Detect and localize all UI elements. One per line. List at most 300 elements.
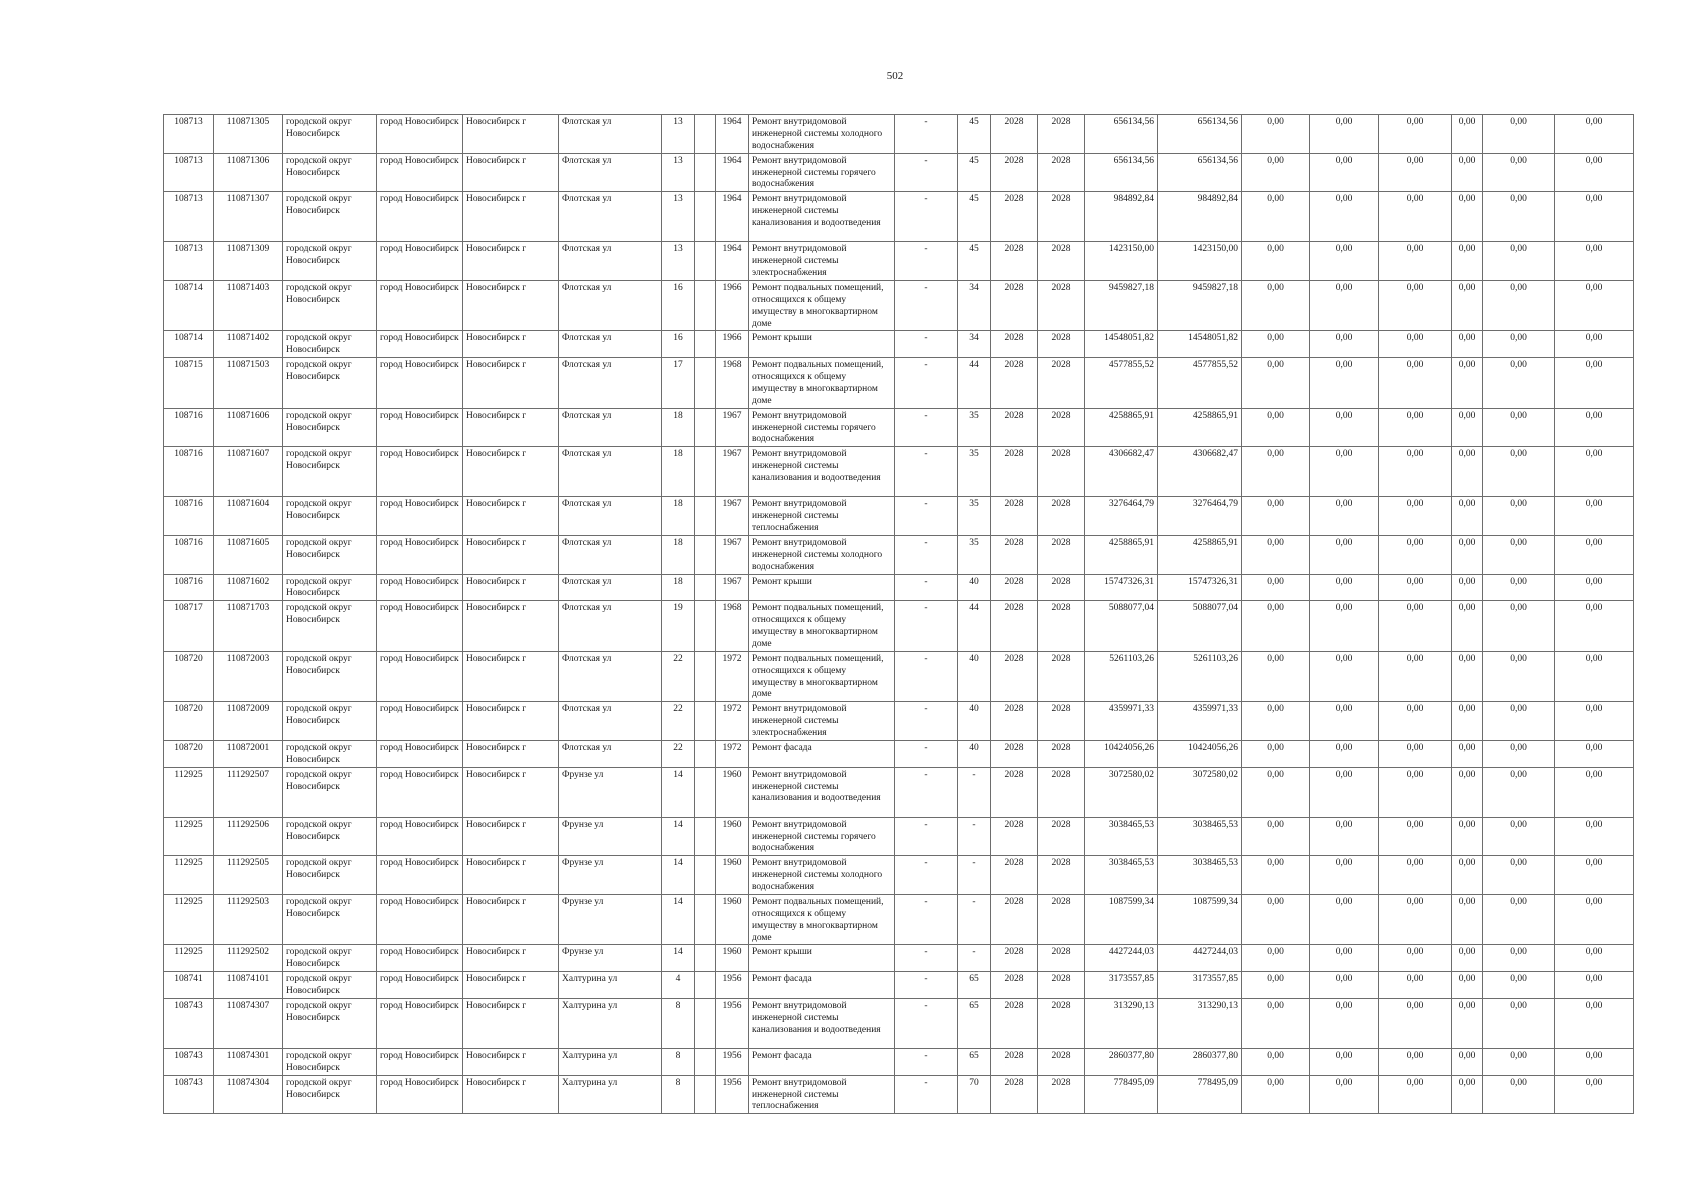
cell-house-number: 16 <box>662 331 695 358</box>
cell-value-2: 0,00 <box>1310 601 1379 652</box>
cell-wear-percent: 35 <box>958 535 991 574</box>
cell-value-1: 0,00 <box>1242 192 1310 242</box>
cell-city: Новосибирск г <box>463 702 559 741</box>
cell-house-number: 14 <box>662 945 695 972</box>
cell-build-year: 1960 <box>716 767 749 817</box>
cell-value-2: 0,00 <box>1310 153 1379 192</box>
cell-plan-year-from: 2028 <box>991 497 1038 536</box>
cell-work-code: 110871605 <box>214 535 283 574</box>
cell-cost-fund: 1087599,34 <box>1158 894 1242 945</box>
cell-district: городской округ Новосибирск <box>283 856 377 895</box>
table-row <box>164 945 1634 972</box>
cell-flag: - <box>895 280 958 331</box>
cell-value-4: 0,00 <box>1452 408 1483 447</box>
cell-flag: - <box>895 408 958 447</box>
cell-work-code: 110874304 <box>214 1075 283 1114</box>
cell-value-3: 0,00 <box>1379 1048 1452 1075</box>
cell-street: Флотская ул <box>559 115 662 154</box>
cell-wear-percent: 65 <box>958 1048 991 1075</box>
cell-value-5: 0,00 <box>1483 601 1555 652</box>
cell-value-5: 0,00 <box>1483 972 1555 999</box>
cell-street: Халтурина ул <box>559 1075 662 1114</box>
cell-cost-total: 778495,09 <box>1085 1075 1158 1114</box>
cell-work-code: 111292502 <box>214 945 283 972</box>
cell-flag: - <box>895 894 958 945</box>
cell-work-type: Ремонт внутридомовой инженерной системы теплоснабжения <box>749 1075 895 1114</box>
cell-value-6: 0,00 <box>1555 998 1634 1048</box>
cell-value-2: 0,00 <box>1310 945 1379 972</box>
cell-value-6: 0,00 <box>1555 358 1634 409</box>
cell-settlement: город Новосибирск <box>377 1048 463 1075</box>
cell-build-year: 1968 <box>716 601 749 652</box>
cell-value-5: 0,00 <box>1483 998 1555 1048</box>
cell-value-3: 0,00 <box>1379 767 1452 817</box>
cell-settlement: город Новосибирск <box>377 447 463 497</box>
table-row <box>164 447 1634 497</box>
cell-cost-fund: 778495,09 <box>1158 1075 1242 1114</box>
cell-plan-year-from: 2028 <box>991 242 1038 281</box>
cell-work-code: 110874307 <box>214 998 283 1048</box>
cell-row-id: 108743 <box>164 1075 214 1114</box>
cell-city: Новосибирск г <box>463 972 559 999</box>
cell-wear-percent: 40 <box>958 702 991 741</box>
cell-value-1: 0,00 <box>1242 1075 1310 1114</box>
cell-street: Фрунзе ул <box>559 894 662 945</box>
cell-row-id: 112925 <box>164 856 214 895</box>
cell-plan-year-to: 2028 <box>1038 998 1085 1048</box>
cell-settlement: город Новосибирск <box>377 408 463 447</box>
table-row <box>164 242 1634 281</box>
cell-flag: - <box>895 702 958 741</box>
cell-flag: - <box>895 817 958 856</box>
cell-work-code: 110871402 <box>214 331 283 358</box>
cell-work-code: 110871604 <box>214 497 283 536</box>
cell-street: Флотская ул <box>559 153 662 192</box>
cell-settlement: город Новосибирск <box>377 331 463 358</box>
cell-house-number: 18 <box>662 574 695 601</box>
cell-settlement: город Новосибирск <box>377 767 463 817</box>
cell-row-id: 108720 <box>164 651 214 702</box>
cell-plan-year-to: 2028 <box>1038 358 1085 409</box>
table-row <box>164 574 1634 601</box>
cell-flag: - <box>895 535 958 574</box>
cell-plan-year-from: 2028 <box>991 331 1038 358</box>
cell-value-1: 0,00 <box>1242 601 1310 652</box>
cell-plan-year-from: 2028 <box>991 702 1038 741</box>
cell-house-number: 18 <box>662 497 695 536</box>
cell-wear-percent: 35 <box>958 408 991 447</box>
cell-settlement: город Новосибирск <box>377 651 463 702</box>
cell-plan-year-to: 2028 <box>1038 817 1085 856</box>
cell-city: Новосибирск г <box>463 767 559 817</box>
cell-district: городской округ Новосибирск <box>283 574 377 601</box>
cell-street: Фрунзе ул <box>559 817 662 856</box>
cell-city: Новосибирск г <box>463 651 559 702</box>
table-row <box>164 408 1634 447</box>
repair-register-table <box>163 114 1634 1114</box>
cell-build-year: 1964 <box>716 115 749 154</box>
cell-row-id: 108720 <box>164 702 214 741</box>
cell-value-2: 0,00 <box>1310 574 1379 601</box>
cell-value-4: 0,00 <box>1452 153 1483 192</box>
cell-value-2: 0,00 <box>1310 1075 1379 1114</box>
cell-building-block <box>695 192 716 242</box>
cell-value-4: 0,00 <box>1452 972 1483 999</box>
cell-street: Флотская ул <box>559 740 662 767</box>
cell-value-5: 0,00 <box>1483 945 1555 972</box>
cell-value-2: 0,00 <box>1310 767 1379 817</box>
table-row <box>164 740 1634 767</box>
cell-value-3: 0,00 <box>1379 894 1452 945</box>
cell-value-2: 0,00 <box>1310 894 1379 945</box>
cell-wear-percent: 45 <box>958 242 991 281</box>
cell-row-id: 108715 <box>164 358 214 409</box>
cell-build-year: 1967 <box>716 574 749 601</box>
cell-district: городской округ Новосибирск <box>283 408 377 447</box>
cell-building-block <box>695 242 716 281</box>
cell-street: Халтурина ул <box>559 998 662 1048</box>
cell-cost-total: 1087599,34 <box>1085 894 1158 945</box>
cell-plan-year-to: 2028 <box>1038 115 1085 154</box>
cell-district: городской округ Новосибирск <box>283 702 377 741</box>
cell-value-3: 0,00 <box>1379 331 1452 358</box>
cell-city: Новосибирск г <box>463 447 559 497</box>
cell-city: Новосибирск г <box>463 280 559 331</box>
cell-cost-fund: 4359971,33 <box>1158 702 1242 741</box>
cell-settlement: город Новосибирск <box>377 358 463 409</box>
cell-value-3: 0,00 <box>1379 358 1452 409</box>
cell-work-code: 110871305 <box>214 115 283 154</box>
cell-value-2: 0,00 <box>1310 358 1379 409</box>
cell-plan-year-to: 2028 <box>1038 408 1085 447</box>
cell-value-1: 0,00 <box>1242 817 1310 856</box>
cell-wear-percent: 45 <box>958 153 991 192</box>
cell-value-4: 0,00 <box>1452 601 1483 652</box>
cell-building-block <box>695 601 716 652</box>
cell-street: Халтурина ул <box>559 1048 662 1075</box>
cell-cost-fund: 1423150,00 <box>1158 242 1242 281</box>
cell-district: городской округ Новосибирск <box>283 998 377 1048</box>
cell-work-type: Ремонт внутридомовой инженерной системы горячего водоснабжения <box>749 153 895 192</box>
table-row <box>164 535 1634 574</box>
cell-cost-fund: 3173557,85 <box>1158 972 1242 999</box>
cell-settlement: город Новосибирск <box>377 535 463 574</box>
cell-value-3: 0,00 <box>1379 972 1452 999</box>
table-row <box>164 998 1634 1048</box>
cell-value-2: 0,00 <box>1310 972 1379 999</box>
cell-street: Флотская ул <box>559 497 662 536</box>
cell-cost-total: 9459827,18 <box>1085 280 1158 331</box>
cell-work-type: Ремонт фасада <box>749 972 895 999</box>
cell-house-number: 14 <box>662 856 695 895</box>
cell-build-year: 1960 <box>716 856 749 895</box>
cell-settlement: город Новосибирск <box>377 740 463 767</box>
cell-building-block <box>695 740 716 767</box>
cell-cost-total: 4306682,47 <box>1085 447 1158 497</box>
cell-cost-total: 4359971,33 <box>1085 702 1158 741</box>
cell-value-3: 0,00 <box>1379 702 1452 741</box>
cell-value-6: 0,00 <box>1555 497 1634 536</box>
cell-work-type: Ремонт внутридомовой инженерной системы канализования и водоотведения <box>749 192 895 242</box>
cell-wear-percent: 44 <box>958 358 991 409</box>
cell-work-code: 110871606 <box>214 408 283 447</box>
cell-value-2: 0,00 <box>1310 535 1379 574</box>
cell-value-6: 0,00 <box>1555 408 1634 447</box>
cell-value-5: 0,00 <box>1483 651 1555 702</box>
cell-value-4: 0,00 <box>1452 574 1483 601</box>
cell-city: Новосибирск г <box>463 192 559 242</box>
cell-building-block <box>695 894 716 945</box>
cell-work-code: 110871309 <box>214 242 283 281</box>
cell-value-1: 0,00 <box>1242 447 1310 497</box>
cell-build-year: 1966 <box>716 331 749 358</box>
cell-flag: - <box>895 601 958 652</box>
cell-value-4: 0,00 <box>1452 1048 1483 1075</box>
cell-value-5: 0,00 <box>1483 497 1555 536</box>
cell-wear-percent: 34 <box>958 280 991 331</box>
cell-value-2: 0,00 <box>1310 280 1379 331</box>
cell-plan-year-to: 2028 <box>1038 153 1085 192</box>
cell-value-1: 0,00 <box>1242 740 1310 767</box>
cell-value-5: 0,00 <box>1483 1048 1555 1075</box>
table-row <box>164 153 1634 192</box>
cell-row-id: 112925 <box>164 817 214 856</box>
cell-flag: - <box>895 972 958 999</box>
cell-value-6: 0,00 <box>1555 153 1634 192</box>
cell-plan-year-from: 2028 <box>991 1048 1038 1075</box>
cell-cost-fund: 4427244,03 <box>1158 945 1242 972</box>
cell-cost-fund: 5261103,26 <box>1158 651 1242 702</box>
table-row <box>164 651 1634 702</box>
cell-value-4: 0,00 <box>1452 945 1483 972</box>
cell-district: городской округ Новосибирск <box>283 972 377 999</box>
cell-plan-year-to: 2028 <box>1038 651 1085 702</box>
cell-build-year: 1960 <box>716 945 749 972</box>
cell-plan-year-from: 2028 <box>991 856 1038 895</box>
cell-work-code: 110874101 <box>214 972 283 999</box>
cell-street: Флотская ул <box>559 601 662 652</box>
cell-building-block <box>695 651 716 702</box>
cell-cost-fund: 4577855,52 <box>1158 358 1242 409</box>
cell-settlement: город Новосибирск <box>377 894 463 945</box>
cell-wear-percent: 45 <box>958 192 991 242</box>
cell-street: Флотская ул <box>559 280 662 331</box>
cell-value-6: 0,00 <box>1555 242 1634 281</box>
cell-value-6: 0,00 <box>1555 192 1634 242</box>
cell-plan-year-from: 2028 <box>991 447 1038 497</box>
cell-value-5: 0,00 <box>1483 856 1555 895</box>
cell-value-3: 0,00 <box>1379 242 1452 281</box>
cell-plan-year-from: 2028 <box>991 651 1038 702</box>
cell-work-code: 110872001 <box>214 740 283 767</box>
cell-value-5: 0,00 <box>1483 767 1555 817</box>
cell-cost-fund: 656134,56 <box>1158 115 1242 154</box>
cell-street: Флотская ул <box>559 447 662 497</box>
cell-plan-year-to: 2028 <box>1038 856 1085 895</box>
cell-value-2: 0,00 <box>1310 740 1379 767</box>
cell-row-id: 112925 <box>164 945 214 972</box>
cell-district: городской округ Новосибирск <box>283 1048 377 1075</box>
cell-district: городской округ Новосибирск <box>283 115 377 154</box>
cell-wear-percent: - <box>958 767 991 817</box>
cell-settlement: город Новосибирск <box>377 702 463 741</box>
cell-value-4: 0,00 <box>1452 894 1483 945</box>
cell-build-year: 1972 <box>716 651 749 702</box>
cell-district: городской округ Новосибирск <box>283 192 377 242</box>
cell-value-5: 0,00 <box>1483 447 1555 497</box>
cell-value-2: 0,00 <box>1310 998 1379 1048</box>
cell-city: Новосибирск г <box>463 601 559 652</box>
cell-house-number: 14 <box>662 767 695 817</box>
cell-row-id: 112925 <box>164 767 214 817</box>
cell-city: Новосибирск г <box>463 894 559 945</box>
cell-value-5: 0,00 <box>1483 115 1555 154</box>
cell-plan-year-to: 2028 <box>1038 740 1085 767</box>
table-row <box>164 601 1634 652</box>
cell-work-type: Ремонт внутридомовой инженерной системы холодного водоснабжения <box>749 115 895 154</box>
cell-value-5: 0,00 <box>1483 574 1555 601</box>
cell-district: городской округ Новосибирск <box>283 358 377 409</box>
cell-city: Новосибирск г <box>463 358 559 409</box>
cell-value-2: 0,00 <box>1310 408 1379 447</box>
cell-city: Новосибирск г <box>463 574 559 601</box>
cell-row-id: 108717 <box>164 601 214 652</box>
cell-building-block <box>695 153 716 192</box>
cell-cost-total: 3038465,53 <box>1085 817 1158 856</box>
cell-row-id: 108714 <box>164 331 214 358</box>
cell-cost-total: 4258865,91 <box>1085 535 1158 574</box>
cell-value-2: 0,00 <box>1310 651 1379 702</box>
cell-work-code: 111292503 <box>214 894 283 945</box>
cell-city: Новосибирск г <box>463 1048 559 1075</box>
cell-build-year: 1972 <box>716 702 749 741</box>
cell-house-number: 4 <box>662 972 695 999</box>
cell-street: Флотская ул <box>559 192 662 242</box>
cell-plan-year-to: 2028 <box>1038 945 1085 972</box>
cell-row-id: 108714 <box>164 280 214 331</box>
cell-city: Новосибирск г <box>463 331 559 358</box>
cell-building-block <box>695 280 716 331</box>
cell-flag: - <box>895 767 958 817</box>
cell-flag: - <box>895 856 958 895</box>
cell-row-id: 108716 <box>164 574 214 601</box>
cell-value-2: 0,00 <box>1310 856 1379 895</box>
cell-settlement: город Новосибирск <box>377 242 463 281</box>
cell-settlement: город Новосибирск <box>377 998 463 1048</box>
cell-work-code: 110871307 <box>214 192 283 242</box>
cell-value-1: 0,00 <box>1242 358 1310 409</box>
cell-house-number: 18 <box>662 535 695 574</box>
cell-row-id: 108716 <box>164 447 214 497</box>
cell-value-3: 0,00 <box>1379 945 1452 972</box>
cell-work-type: Ремонт подвальных помещений, относящихся к общему имуществу в многоквартирном доме <box>749 894 895 945</box>
cell-wear-percent: - <box>958 817 991 856</box>
cell-value-4: 0,00 <box>1452 702 1483 741</box>
cell-build-year: 1964 <box>716 242 749 281</box>
cell-work-type: Ремонт подвальных помещений, относящихся к общему имуществу в многоквартирном доме <box>749 280 895 331</box>
cell-value-5: 0,00 <box>1483 894 1555 945</box>
cell-plan-year-to: 2028 <box>1038 242 1085 281</box>
cell-plan-year-to: 2028 <box>1038 601 1085 652</box>
cell-value-2: 0,00 <box>1310 447 1379 497</box>
cell-value-5: 0,00 <box>1483 192 1555 242</box>
cell-plan-year-from: 2028 <box>991 998 1038 1048</box>
cell-value-1: 0,00 <box>1242 280 1310 331</box>
cell-wear-percent: 45 <box>958 115 991 154</box>
cell-build-year: 1960 <box>716 817 749 856</box>
cell-value-4: 0,00 <box>1452 497 1483 536</box>
cell-wear-percent: 44 <box>958 601 991 652</box>
table-row <box>164 856 1634 895</box>
cell-city: Новосибирск г <box>463 242 559 281</box>
cell-plan-year-from: 2028 <box>991 574 1038 601</box>
cell-cost-total: 2860377,80 <box>1085 1048 1158 1075</box>
cell-building-block <box>695 856 716 895</box>
cell-value-3: 0,00 <box>1379 535 1452 574</box>
cell-house-number: 19 <box>662 601 695 652</box>
cell-house-number: 14 <box>662 894 695 945</box>
cell-flag: - <box>895 497 958 536</box>
cell-row-id: 108743 <box>164 1048 214 1075</box>
cell-flag: - <box>895 242 958 281</box>
cell-wear-percent: 34 <box>958 331 991 358</box>
cell-wear-percent: - <box>958 945 991 972</box>
cell-value-1: 0,00 <box>1242 972 1310 999</box>
cell-value-4: 0,00 <box>1452 447 1483 497</box>
cell-flag: - <box>895 447 958 497</box>
cell-plan-year-to: 2028 <box>1038 1048 1085 1075</box>
cell-plan-year-from: 2028 <box>991 817 1038 856</box>
cell-building-block <box>695 447 716 497</box>
cell-street: Фрунзе ул <box>559 856 662 895</box>
cell-work-type: Ремонт подвальных помещений, относящихся к общему имуществу в многоквартирном доме <box>749 651 895 702</box>
cell-city: Новосибирск г <box>463 817 559 856</box>
cell-cost-fund: 313290,13 <box>1158 998 1242 1048</box>
cell-cost-total: 3038465,53 <box>1085 856 1158 895</box>
table-row <box>164 192 1634 242</box>
cell-cost-total: 14548051,82 <box>1085 331 1158 358</box>
cell-settlement: город Новосибирск <box>377 153 463 192</box>
cell-value-1: 0,00 <box>1242 153 1310 192</box>
cell-value-6: 0,00 <box>1555 972 1634 999</box>
cell-build-year: 1967 <box>716 535 749 574</box>
cell-building-block <box>695 535 716 574</box>
cell-building-block <box>695 115 716 154</box>
cell-cost-fund: 9459827,18 <box>1158 280 1242 331</box>
cell-plan-year-to: 2028 <box>1038 497 1085 536</box>
cell-value-5: 0,00 <box>1483 242 1555 281</box>
cell-value-1: 0,00 <box>1242 331 1310 358</box>
cell-flag: - <box>895 358 958 409</box>
cell-house-number: 13 <box>662 242 695 281</box>
cell-plan-year-to: 2028 <box>1038 574 1085 601</box>
table-row <box>164 1075 1634 1114</box>
cell-build-year: 1967 <box>716 408 749 447</box>
cell-work-type: Ремонт внутридомовой инженерной системы горячего водоснабжения <box>749 408 895 447</box>
cell-district: городской округ Новосибирск <box>283 767 377 817</box>
cell-value-4: 0,00 <box>1452 358 1483 409</box>
cell-work-type: Ремонт подвальных помещений, относящихся к общему имуществу в многоквартирном доме <box>749 601 895 652</box>
cell-district: городской округ Новосибирск <box>283 280 377 331</box>
cell-work-code: 110871602 <box>214 574 283 601</box>
cell-house-number: 22 <box>662 651 695 702</box>
cell-row-id: 108713 <box>164 153 214 192</box>
cell-building-block <box>695 972 716 999</box>
cell-value-6: 0,00 <box>1555 574 1634 601</box>
cell-wear-percent: 35 <box>958 497 991 536</box>
cell-row-id: 108720 <box>164 740 214 767</box>
cell-value-4: 0,00 <box>1452 817 1483 856</box>
